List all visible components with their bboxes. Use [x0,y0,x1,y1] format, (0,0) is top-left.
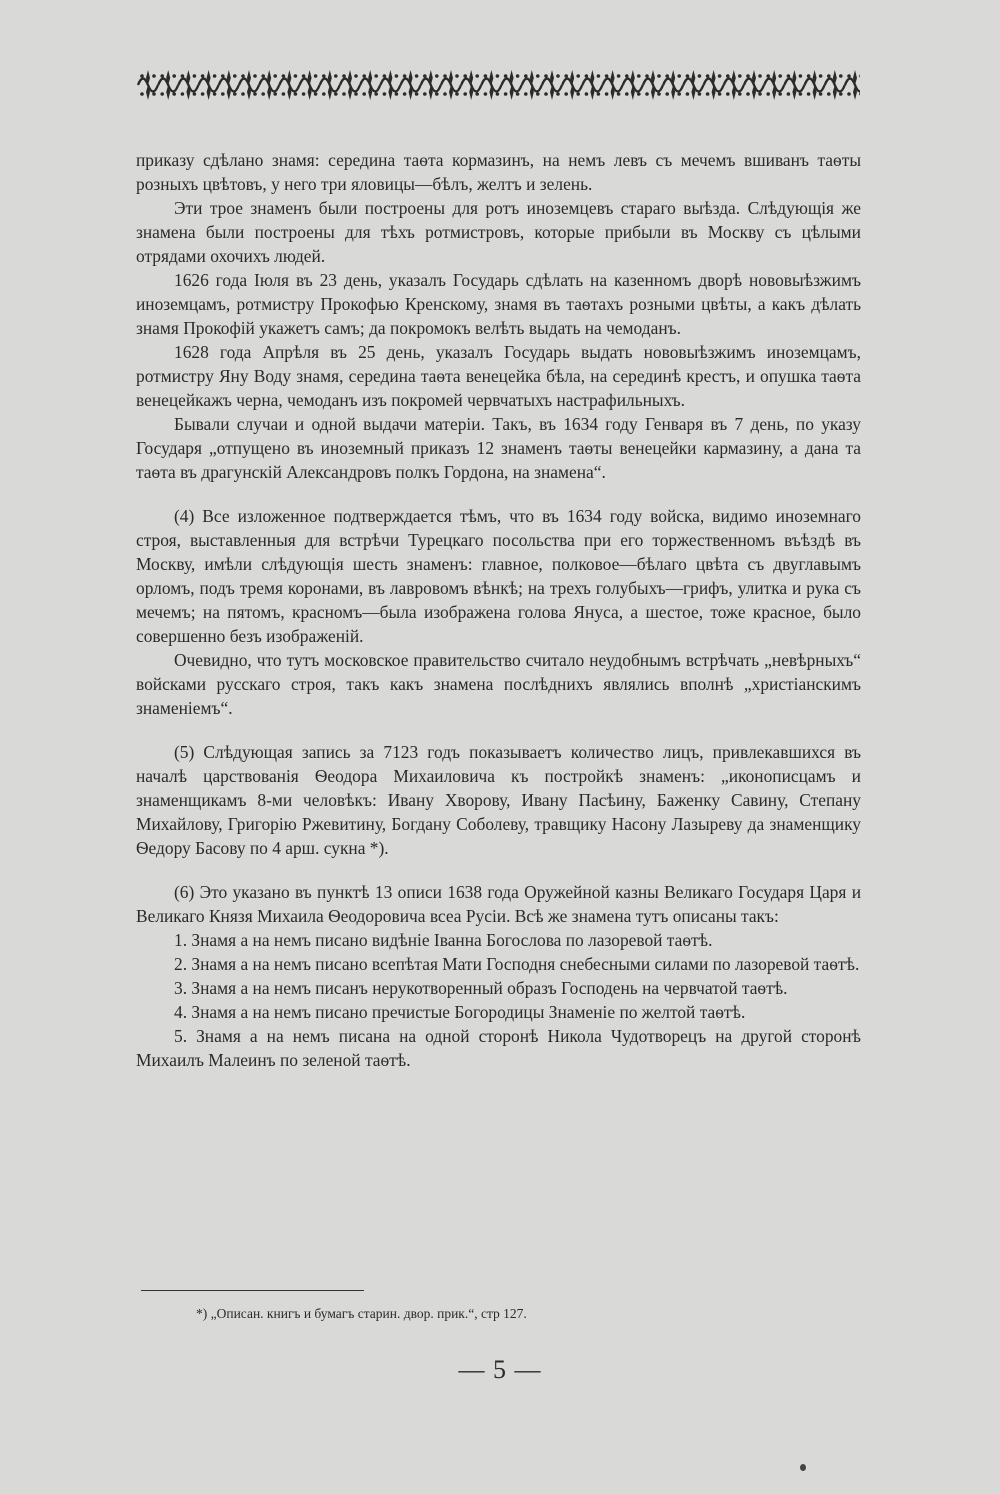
paragraph: приказу сдѣлано знамя: середина таѳта кормазинъ, на немъ левъ съ мечемъ вшиванъ таѳты розныхъ цвѣтовъ, у него три яловицы—бѣлъ, желтъ и зелень. [136,150,861,194]
paper-speck [800,1464,806,1471]
list-item: 2. Знамя а на немъ писано всепѣтая Мати Господня снебесными силами по лазоревой таѳтѣ. [174,954,860,974]
paragraph: (6) Это указано въ пунктѣ 13 описи 1638 года Оружейной казны Великаго Государя Царя и Великаго Князя Михаила Ѳеодоровича всеа Русіи. Всѣ же знамена тутъ описаны такъ: [136,882,861,926]
paragraph: Бывали случаи и одной выдачи матеріи. Такъ, въ 1634 году Генваря въ 7 день, по указу Государя „отпущено въ иноземный приказъ 12 знаменъ таѳты венецейки кармазину, а дана та таѳта въ драгунскій Александровъ полкъ Гордона, на знамена“. [136,414,861,482]
list-item: 5. Знамя а на немъ писана на одной сторонѣ Никола Чудотворецъ на другой сторонѣ Михаилъ Малеинъ по зеленой таѳтѣ. [136,1026,861,1070]
list-item: 3. Знамя а на немъ писанъ нерукотворенный образъ Господень на червчатой таѳтѣ. [174,978,788,998]
body-text [136,148,861,1072]
paragraph: 1626 года Іюля въ 23 день, указалъ Государь сдѣлать на казенномъ дворѣ нововыѣзжимъ иноземцамъ, ротмистру Прокофью Кренскому, знамя въ таѳтахъ розными цвѣты, а какъ дѣлать знамя Прокофій укажетъ самъ; да покромокъ велѣть выдать на чемоданъ. [136,270,861,338]
paragraph: (4) Все изложенное подтверждается тѣмъ, что въ 1634 году войска, видимо иноземнаго строя, выставленныя для встрѣчи Турецкаго посольства при его торжественномъ въѣздѣ въ Москву, имѣли слѣдующія шесть знаменъ: главное, полковое—бѣлаго цвѣта съ двуглавымъ орломъ, подъ тремя коронами, въ лавровомъ вѣнкѣ; на трехъ голубыхъ—грифъ, улитка и рука съ мечемъ; на пятомъ, красномъ—была изображена голова Януса, а шестое, тоже красное, было совершенно безъ изображеній. [136,506,861,646]
paragraph: Эти трое знаменъ были построены для ротъ иноземцевъ стараго выѣзда. Слѣдующія же знамена были построены для тѣхъ ротмистровъ, которые прибыли въ Москву съ цѣлыми отрядами охочихъ людей. [136,198,861,266]
list-item: 1. Знамя а на немъ писано видѣніе Іванна Богослова по лазоревой таѳтѣ. [174,930,713,950]
fleur-border-ornament-icon [136,68,860,102]
paragraph: Очевидно, что тутъ московское правительство считало неудобнымъ встрѣчать „невѣрныхъ“ войсками русскаго строя, такъ какъ знамена послѣднихъ являлись вполнѣ „христіанскимъ знаменіемъ“. [136,650,861,718]
list-item: 4. Знамя а на немъ писано пречистые Богородицы Знаменіе по желтой таѳтѣ. [174,1002,746,1022]
paragraph: 1628 года Апрѣля въ 25 день, указалъ Государь выдать нововыѣзжимъ иноземцамъ, ротмистру Яну Воду знамя, середина таѳта венецейка бѣла, на серединѣ крестъ, и опушка таѳта венецейкажъ черна, чемоданъ изъ покромей червчатыхъ настрафильныхъ. [136,342,861,410]
footnote-rule [141,1290,364,1291]
footnote: *) „Описан. книгъ и бумагъ старин. двор. прик.“, стр 127. [196,1306,527,1321]
paragraph: (5) Слѣдующая запись за 7123 годъ показываетъ количество лицъ, привлекавшихся въ началѣ царствованія Ѳеодора Михаиловича къ постройкѣ знаменъ: „иконописцамъ и знаменщикамъ 8-ми человѣкъ: Ивану Хворову, Ивану Пасѣину, Баженку Савину, Степану Михайлову, Григорію Ржевитину, Богдану Соболеву, травщику Насону Лазыреву да знаменщику Ѳедору Басову по 4 арш. сукна *). [136,742,861,858]
page-number: — 5 — [458,1355,542,1384]
